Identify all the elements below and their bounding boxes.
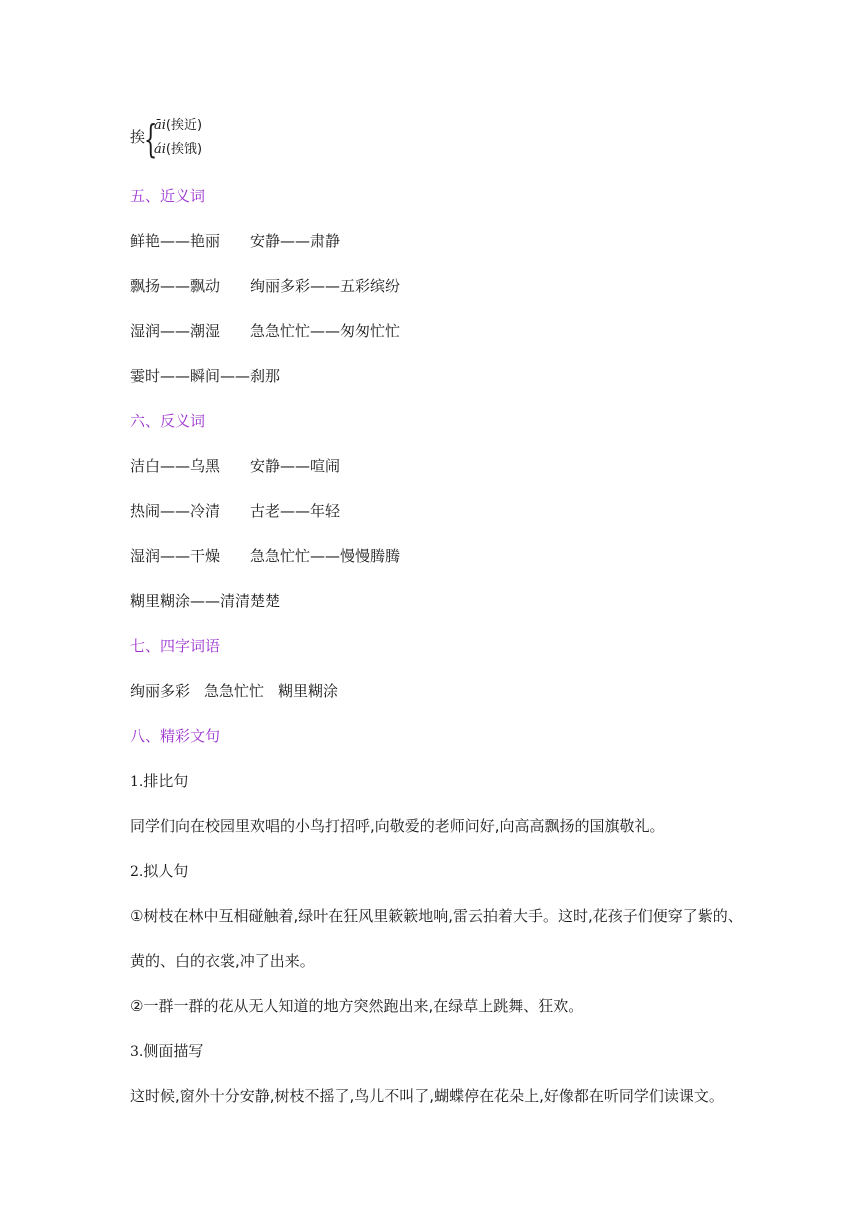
polyphone-reading-2	[154, 142, 202, 158]
item-title: 侧面描写	[143, 1042, 204, 1060]
item-number: 1.	[130, 774, 144, 790]
word-pair: 安静——肃静	[250, 232, 341, 250]
idiom: 急急忙忙	[204, 682, 265, 700]
polyphone-reading-1	[154, 118, 202, 134]
synonym-row	[130, 321, 400, 341]
sentence-line: 黄的、白的衣裳,冲了出来。	[130, 952, 315, 970]
word-pair: 热闹——冷清	[130, 502, 221, 520]
word-pair: 急急忙忙——慢慢腾腾	[250, 547, 401, 565]
idiom: 绚丽多彩	[130, 682, 191, 700]
brace-symbol: {	[144, 117, 158, 161]
sentence-line: ②一群一群的花从无人知道的地方突然跑出来,在绿草上跳舞、狂欢。	[130, 997, 584, 1015]
section-heading-sentences: 八、精彩文句	[130, 727, 221, 745]
word-pair: 湿润——潮湿	[130, 322, 221, 340]
item-number: 2.	[130, 864, 144, 880]
word-pair: 急急忙忙——匆匆忙忙	[250, 322, 401, 340]
idiom: 糊里糊涂	[278, 682, 339, 700]
antonym-row	[130, 501, 340, 521]
synonym-row	[130, 231, 340, 251]
antonym-row	[130, 591, 280, 611]
polyphone-char: 挨	[130, 128, 146, 146]
word-pair: 糊里糊涂——清清楚楚	[130, 592, 281, 610]
four-char-row	[130, 681, 338, 701]
section-heading-four-char: 七、四字词语	[130, 637, 221, 655]
sentence-line: 这时候,窗外十分安静,树枝不摇了,鸟儿不叫了,蝴蝶停在花朵上,好像都在听同学们读课文。	[130, 1087, 724, 1105]
word-pair: 古老——年轻	[250, 502, 341, 520]
sentence-line: ①树枝在林中互相碰触着,绿叶在狂风里簌簌地响,雷云拍着大手。这时,花孩子们便穿了紫的、	[130, 907, 743, 925]
section-heading-antonyms: 六、反义词	[130, 412, 206, 430]
item-title: 排比句	[143, 772, 189, 790]
word-pair: 鲜艳——艳丽	[130, 232, 221, 250]
example-word: (挨近)	[165, 118, 203, 133]
sentence-type-title	[130, 771, 188, 792]
sentence-line: 同学们向在校园里欢唱的小鸟打招呼,向敬爱的老师问好,向高高飘扬的国旗敬礼。	[130, 817, 665, 835]
antonym-row	[130, 546, 400, 566]
item-title: 拟人句	[143, 862, 189, 880]
word-pair: 安静——喧闹	[250, 457, 341, 475]
antonym-row	[130, 456, 340, 476]
item-number: 3.	[130, 1044, 144, 1060]
section-heading-synonyms: 五、近义词	[130, 187, 206, 205]
word-pair: 绚丽多彩——五彩缤纷	[250, 277, 401, 295]
sentence-type-title	[130, 1041, 203, 1062]
pinyin: āi	[154, 118, 166, 133]
synonym-row	[130, 276, 400, 296]
word-pair: 湿润——干燥	[130, 547, 221, 565]
word-pair: 洁白——乌黑	[130, 457, 221, 475]
example-word: (挨饿)	[165, 142, 203, 157]
word-pair: 飘扬——飘动	[130, 277, 221, 295]
synonym-row	[130, 366, 280, 386]
pinyin: ái	[154, 142, 166, 157]
sentence-type-title	[130, 861, 188, 882]
word-pair: 霎时——瞬间——刹那	[130, 367, 281, 385]
